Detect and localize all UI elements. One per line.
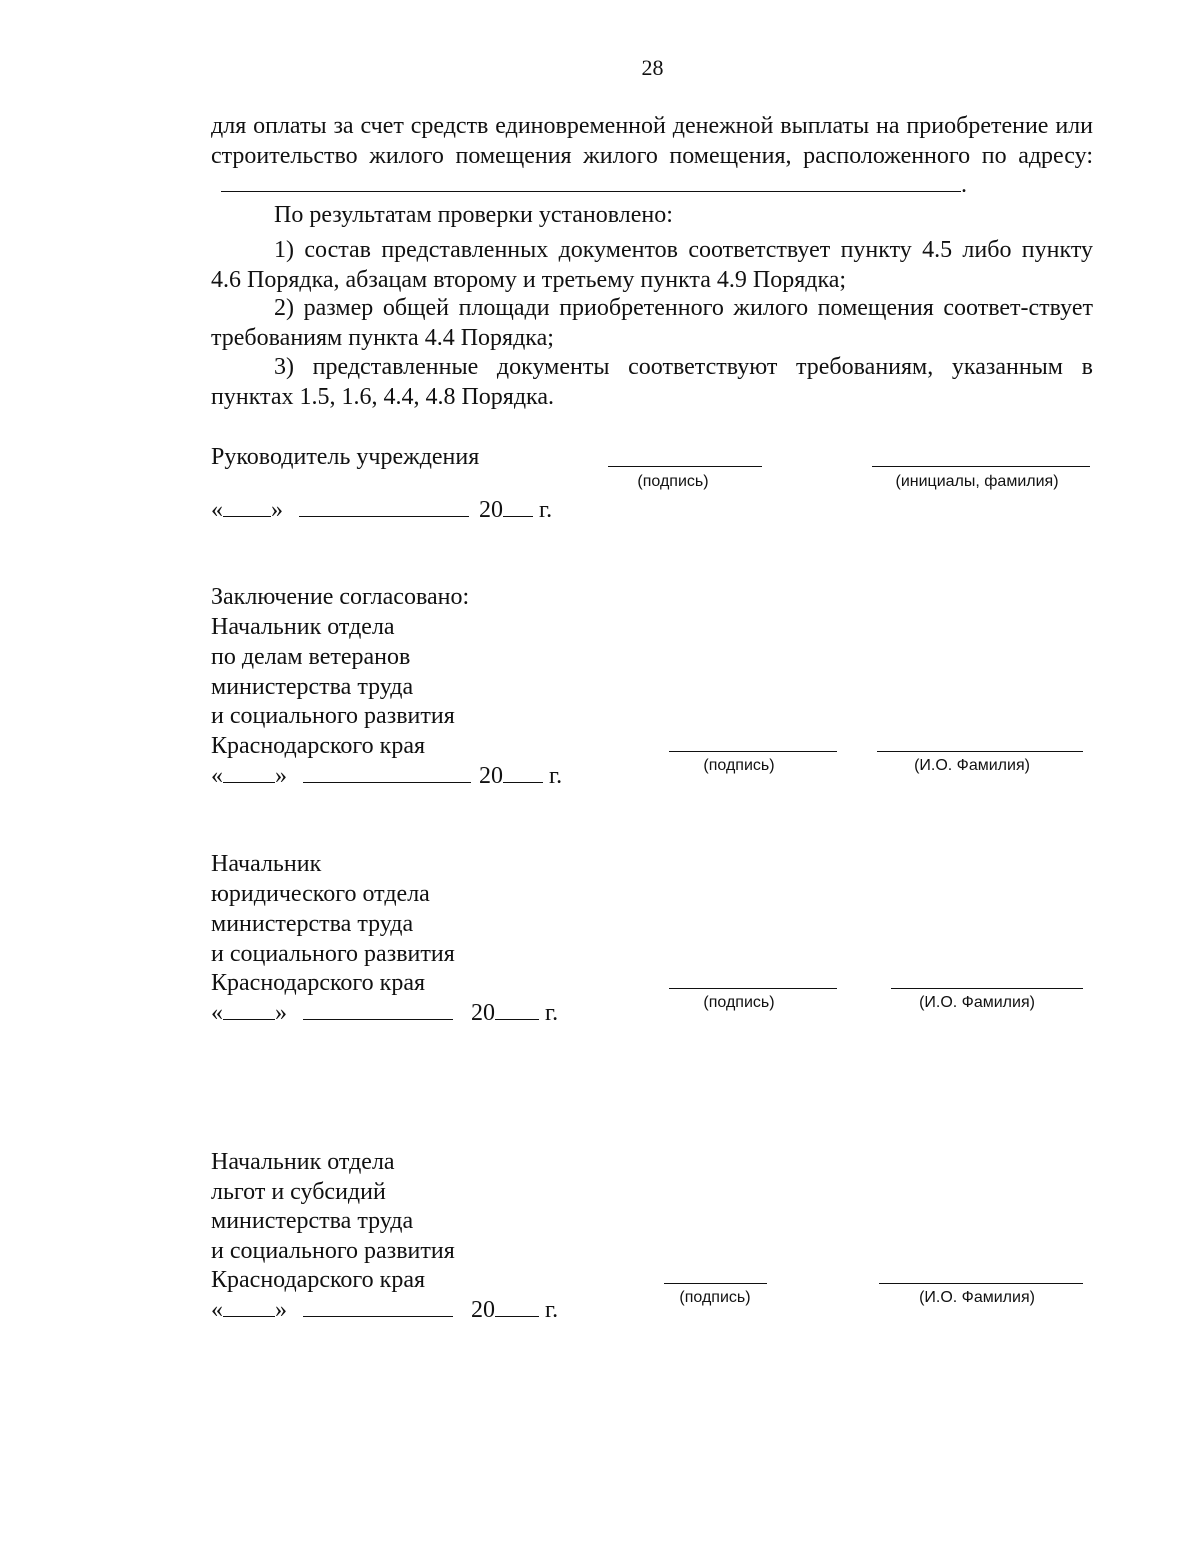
approver-3-name-caption: (И.О. Фамилия)	[919, 1289, 1035, 1306]
approver-2-signature-line	[669, 988, 837, 989]
head-name-line	[872, 466, 1090, 467]
year-blank	[503, 496, 533, 517]
date-close-quote: »	[275, 1297, 287, 1323]
month-blank	[303, 762, 471, 783]
result-heading: По результатам проверки установлено:	[274, 202, 673, 228]
year-blank	[503, 762, 543, 783]
address-end: .	[961, 172, 967, 198]
approver-2-name-caption: (И.О. Фамилия)	[919, 994, 1035, 1011]
year-blank	[495, 1296, 539, 1317]
approver-2-date	[211, 999, 558, 1029]
day-blank	[223, 1296, 275, 1317]
year-prefix: 20	[479, 497, 503, 523]
approver-3-signature-caption: (подпись)	[679, 1289, 751, 1306]
intro-paragraph	[211, 112, 1093, 201]
approver-2-name-line	[891, 988, 1083, 989]
approver-1-line-2: по делам ветеранов	[211, 644, 411, 670]
approver-3-signature-line	[664, 1283, 767, 1284]
date-close-quote: »	[271, 497, 283, 523]
approver-2-signature-caption: (подпись)	[703, 994, 775, 1011]
date-close-quote: »	[275, 1000, 287, 1026]
approver-1-line-4: и социального развития	[211, 703, 455, 729]
approver-1-signature-line	[669, 751, 837, 752]
approver-3-name-line	[879, 1283, 1083, 1284]
approver-2-line-5: Краснодарского края	[211, 970, 426, 996]
approver-3-line-5: Краснодарского края	[211, 1267, 426, 1293]
approver-3-line-1: Начальник отдела	[211, 1149, 395, 1175]
address-blank	[221, 171, 961, 192]
approver-1-date	[211, 762, 562, 792]
date-open-quote: «	[211, 1297, 223, 1323]
approver-3-line-2: льгот и субсидий	[211, 1179, 386, 1205]
year-prefix: 20	[471, 1000, 495, 1026]
year-suffix: г.	[539, 497, 553, 523]
approver-3-line-3: министерства труда	[211, 1208, 414, 1234]
month-blank	[299, 496, 469, 517]
approver-2-line-2: юридического отдела	[211, 881, 430, 907]
year-suffix: г.	[549, 763, 563, 789]
approver-2-line-3: министерства труда	[211, 911, 414, 937]
date-close-quote: »	[275, 763, 287, 789]
page-number: 28	[641, 55, 664, 80]
year-suffix: г.	[545, 1297, 559, 1323]
head-title: Руководитель учреждения	[211, 444, 480, 470]
approver-1-name-caption: (И.О. Фамилия)	[914, 757, 1030, 774]
head-signature-caption: (подпись)	[637, 473, 709, 490]
approver-1-signature-caption: (подпись)	[703, 757, 775, 774]
date-open-quote: «	[211, 1000, 223, 1026]
intro-text: для оплаты за счет средств единовременной денежной выплаты на приобретение или строительство жилого помещения жилого помещения, расположенного по	[211, 113, 1093, 169]
year-suffix: г.	[545, 1000, 559, 1026]
approver-1-line-3: министерства труда	[211, 674, 414, 700]
approver-1-line-1: Начальник отдела	[211, 614, 395, 640]
approver-3-date	[211, 1296, 558, 1326]
result-item-2: 2) размер общей площади приобретенного жилого помещения соответ-ствует требованиям пункта 4.4 Порядка;	[211, 295, 1093, 351]
approver-1-line-5: Краснодарского края	[211, 733, 426, 759]
day-blank	[223, 496, 271, 517]
date-open-quote: «	[211, 497, 223, 523]
year-prefix: 20	[479, 763, 503, 789]
approver-2-line-4: и социального развития	[211, 941, 455, 967]
approver-2-line-1: Начальник	[211, 851, 322, 877]
date-open-quote: «	[211, 763, 223, 789]
address-label: адресу:	[1018, 142, 1093, 169]
day-blank	[223, 762, 275, 783]
approver-3-line-4: и социального развития	[211, 1238, 455, 1264]
approval-heading: Заключение согласовано:	[211, 584, 470, 610]
head-name-caption: (инициалы, фамилия)	[895, 473, 1059, 490]
approver-1-name-line	[877, 751, 1083, 752]
result-item-1: 1) состав представленных документов соответствует пункту 4.5 либо пункту 4.6 Порядка, абзацам второму и третьему пункта 4.9 Порядка;	[211, 237, 1093, 293]
result-item-3: 3) представленные документы соответствуют требованиям, указанным в пунктах 1.5, 1.6, 4.4, 4.8 Порядка.	[211, 354, 1093, 410]
year-prefix: 20	[471, 1297, 495, 1323]
year-blank	[495, 999, 539, 1020]
head-signature-line	[608, 466, 762, 467]
head-date	[211, 496, 552, 526]
day-blank	[223, 999, 275, 1020]
month-blank	[303, 1296, 453, 1317]
month-blank	[303, 999, 453, 1020]
